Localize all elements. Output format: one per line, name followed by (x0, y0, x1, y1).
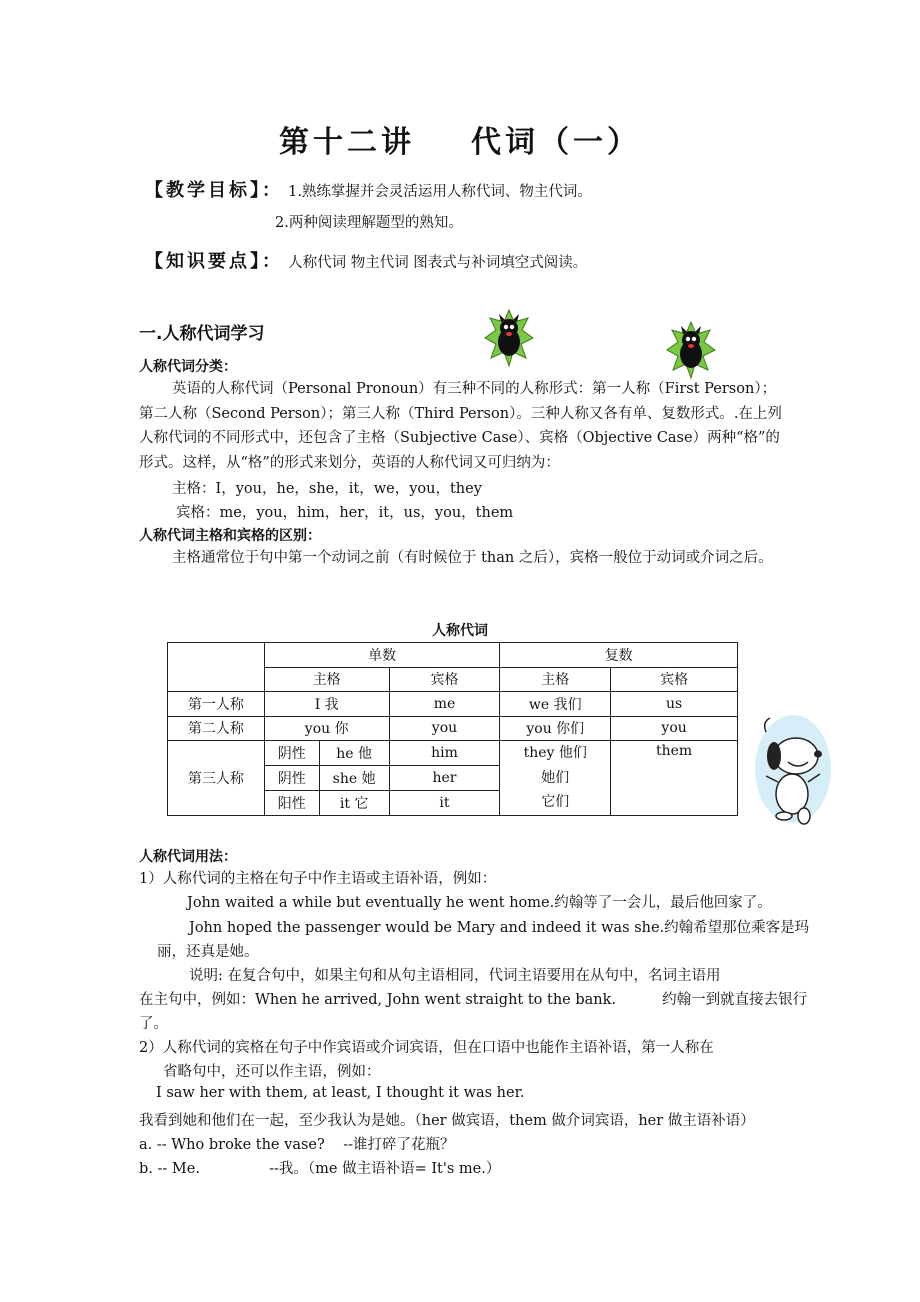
row-label-second: 第二人称 (168, 716, 265, 741)
goals-row (145, 176, 592, 202)
row-label-first: 第一人称 (168, 692, 265, 717)
table-cell-line: 它们 (541, 794, 570, 810)
goals-label: 【教学目标】 (145, 180, 262, 201)
goal-item-2: 2.两种阅读理解题型的熟知。 (275, 215, 463, 231)
usage-heading: 人称代词用法： (139, 849, 237, 865)
table-cell: he 他 (319, 741, 389, 766)
usage-note-b: 在主句中，例如：When he arrived, John went straight to the bank. 约翰一到就直接去银行 (139, 992, 808, 1008)
usage-rule-2a: 2）人称代词的宾格在句子中作宾语或介词宾语，但在口语中也能作主语补语，第一人称在 (139, 1040, 714, 1056)
usage-note-c: 了。 (139, 1016, 168, 1032)
usage-example-2a: John hoped the passenger would be Mary and indeed it was she.约翰希望那位乘客是玛 (189, 920, 810, 936)
title-lecture: 第十二讲 (279, 125, 415, 160)
goals-colon: ： (262, 180, 283, 201)
usage-rule-2b: 省略句中，还可以作主语，例如： (163, 1064, 381, 1080)
table-row (168, 643, 738, 668)
usage-rule-1: 1）人称代词的主格在句子中作主语或主语补语，例如： (139, 871, 497, 887)
table-cell: you 你们 (500, 716, 611, 741)
difference-heading: 人称代词主格和宾格的区别： (139, 528, 321, 544)
table-cell: you 你 (264, 716, 389, 741)
page-title (0, 117, 920, 161)
points-colon: ： (262, 251, 283, 272)
usage-example-2b: 丽，还真是她。 (157, 944, 259, 960)
subjective-list: 主格：I，you，he，she，it，we，you，they (172, 481, 482, 497)
table-cell: 阴性 (264, 765, 319, 790)
usage-example-5: b. -- Me. --我。（me 做主语补语= It's me.） (139, 1161, 501, 1177)
table-row (168, 741, 738, 766)
usage-example-4: a. -- Who broke the vase? --谁打碎了花瓶？ (139, 1137, 455, 1153)
table-cell: me (389, 692, 500, 717)
singular-subjective-header: 主格 (264, 667, 389, 692)
plural-objective-header: 宾格 (611, 667, 738, 692)
section-heading: 一.人称代词学习 (139, 324, 265, 344)
usage-example-3-translation: 我看到她和他们在一起，至少我认为是她。（her 做宾语，them 做介词宾语，her 做主语补语） (139, 1113, 755, 1129)
dog-cartoon-icon (752, 712, 834, 826)
goal-item-1: 1.熟练掌握并会灵活运用人称代词、物主代词。 (288, 184, 592, 200)
table-row (168, 692, 738, 717)
table-cell: 阳性 (264, 790, 319, 815)
table-cell: we 我们 (500, 692, 611, 717)
table-cell: 阴性 (264, 741, 319, 766)
table-cell: you (611, 716, 738, 741)
cat-cartoon-icon (484, 308, 534, 370)
table-cell: them (611, 741, 738, 816)
third-plural-subjective-cell (500, 741, 611, 816)
table-corner-cell (168, 643, 265, 692)
usage-example-3: I saw her with them, at least, I thought it was her. (156, 1085, 525, 1101)
table-cell: us (611, 692, 738, 717)
singular-objective-header: 宾格 (389, 667, 500, 692)
table-caption: 人称代词 (432, 623, 488, 639)
table-cell: you (389, 716, 500, 741)
pronoun-table (167, 642, 738, 816)
table-cell-line: they 他们 (523, 745, 587, 761)
plural-header: 复数 (500, 643, 738, 668)
classification-paragraph: 英语的人称代词（Personal Pronoun）有三种不同的人称形式：第一人称（First Person）；第二人称（Second Person）；第三人称（Third Person）。三种人称又各有单、复数形式。.在上列人称代词的不同形式中，还包含了主格（Subjective Case）、宾格（Objective Case）两种“格”的形式。这样，从“格”的形式来划分，英语的人称代词又可归纳为： (139, 381, 782, 471)
points-row (145, 247, 587, 273)
usage-note-a: 说明: 在复合句中，如果主句和从句主语相同，代词主语要用在从句中，名词主语用 (189, 968, 721, 984)
row-label-third: 第三人称 (168, 741, 265, 816)
table-cell: her (389, 765, 500, 790)
difference-paragraph: 主格通常位于句中第一个动词之前（有时候位于 than 之后），宾格一般位于动词或介词之后。 (172, 550, 773, 566)
table-cell: she 她 (319, 765, 389, 790)
singular-header: 单数 (264, 643, 500, 668)
table-cell: it (389, 790, 500, 815)
objective-list: 宾格：me，you，him，her，it，us，you，them (176, 505, 514, 521)
table-cell: him (389, 741, 500, 766)
table-cell: it 它 (319, 790, 389, 815)
points-label: 【知识要点】 (145, 251, 262, 272)
table-cell: I 我 (264, 692, 389, 717)
classification-heading: 人称代词分类： (139, 359, 237, 375)
title-topic: 代词（一） (471, 125, 641, 160)
table-row (168, 716, 738, 741)
usage-example-1: John waited a while but eventually he went home.约翰等了一会儿，最后他回家了。 (187, 895, 772, 911)
plural-subjective-header: 主格 (500, 667, 611, 692)
table-cell-line: 她们 (541, 769, 570, 786)
cat-cartoon-icon-2 (666, 320, 716, 382)
points-text: 人称代词 物主代词 图表式与补词填空式阅读。 (288, 255, 588, 271)
